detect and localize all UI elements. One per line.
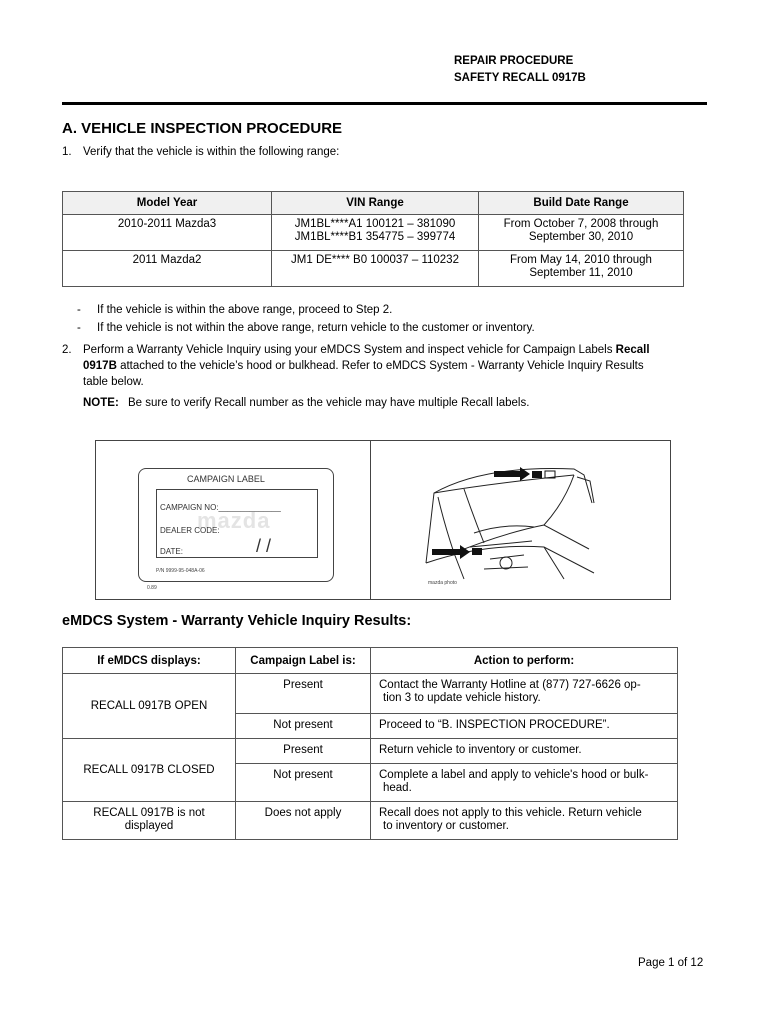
campaign-label-fields — [156, 489, 318, 558]
build-date: September 11, 2010 — [529, 267, 633, 279]
bullet-dash: - — [77, 304, 81, 316]
date-slashes: / / — [256, 536, 272, 556]
label-status: Present — [283, 679, 323, 691]
column-header: Campaign Label is: — [236, 648, 371, 674]
step-2-text — [83, 342, 708, 390]
action-text: Recall does not apply to this vehicle. Return vehicle — [379, 807, 642, 819]
dealer-code-field: DEALER CODE: — [160, 526, 220, 535]
vin-range: JM1BL****B1 354775 – 399774 — [294, 231, 456, 243]
action-text: Return vehicle to inventory or customer. — [379, 744, 582, 756]
label-status: Present — [283, 744, 323, 756]
table-row — [63, 251, 684, 287]
campaign-label-figure — [95, 440, 671, 600]
table-cell — [479, 251, 684, 287]
emdcs-display-cell — [63, 674, 236, 739]
emdcs-title: eMDCS System - Warranty Vehicle Inquiry Results: — [62, 613, 412, 629]
table-header-row — [63, 192, 684, 215]
emdcs-display-value: RECALL 0917B OPEN — [90, 699, 208, 712]
step-2-number: 2. — [62, 344, 72, 356]
recall-number: 0917B — [83, 360, 117, 372]
table-row — [63, 739, 678, 764]
recall-label: Recall — [615, 344, 650, 356]
vin-range: JM1 DE**** B0 100037 – 110232 — [291, 254, 459, 266]
vin-range: JM1BL****A1 100121 – 381090 — [294, 218, 456, 230]
build-date: September 30, 2010 — [528, 231, 634, 243]
header-rule — [62, 102, 707, 105]
note — [83, 395, 529, 411]
note-text: Be sure to verify Recall number as the vehicle may have multiple Recall labels. — [127, 397, 530, 409]
action-text: Proceed to “B. INSPECTION PROCEDURE”. — [379, 719, 610, 731]
emdcs-display-cell — [63, 802, 236, 840]
action-cell — [371, 674, 678, 714]
action-text: tion 3 to update vehicle history. — [383, 692, 541, 704]
column-header: VIN Range — [272, 192, 479, 215]
bullet-text: If the vehicle is within the above range, proceed to Step 2. — [97, 304, 393, 316]
label-status-cell — [236, 802, 371, 840]
page-number: Page 1 of 12 — [638, 957, 704, 969]
action-cell — [371, 714, 678, 739]
action-cell — [371, 802, 678, 840]
part-number: P/N 9999-95-048A-06 — [156, 568, 205, 574]
date-field: DATE: — [160, 547, 183, 556]
table-cell — [272, 251, 479, 287]
label-status-cell — [236, 739, 371, 764]
model-year: 2011 Mazda2 — [132, 254, 202, 266]
bullet-text: If the vehicle is not within the above range, return vehicle to the customer or inventory. — [97, 322, 535, 334]
label-status-cell — [236, 714, 371, 739]
model-year: 2010-2011 Mazda3 — [117, 218, 217, 230]
emdcs-display-cell — [63, 739, 236, 802]
column-header: Action to perform: — [371, 648, 678, 674]
table-cell — [63, 215, 272, 251]
build-date: From May 14, 2010 through — [510, 254, 652, 266]
action-cell — [371, 764, 678, 802]
build-date: From October 7, 2008 through — [503, 218, 659, 230]
hood-illustration — [424, 463, 596, 583]
emdcs-display-value: RECALL 0917B is not — [93, 807, 205, 819]
step-2-text-part: table below. — [83, 376, 144, 388]
campaign-label-card — [138, 468, 334, 582]
figure-divider — [370, 441, 371, 599]
step-2-text-part: attached to the vehicle’s hood or bulkhead. Refer to eMDCS System - Warranty Vehicle Inquiry Results — [116, 360, 644, 372]
label-status-cell — [236, 674, 371, 714]
step-2-text-part: Perform a Warranty Vehicle Inquiry using your eMDCS System and inspect vehicle for Campaign Labels — [83, 344, 616, 356]
table-row — [63, 674, 678, 714]
table-header-row — [63, 648, 678, 674]
header-line-1: REPAIR PROCEDURE — [454, 55, 574, 67]
note-label: NOTE: — [83, 397, 119, 409]
campaign-label-title: CAMPAIGN LABEL — [187, 474, 265, 484]
campaign-no-field: CAMPAIGN NO:______________ — [160, 503, 281, 512]
bullet-dash: - — [77, 322, 81, 334]
figure-code: mazda photo — [428, 580, 457, 586]
table-row — [63, 215, 684, 251]
figure-code: 0.89 — [147, 585, 157, 591]
table-cell — [479, 215, 684, 251]
table-cell — [272, 215, 479, 251]
table-row — [63, 802, 678, 840]
column-header: If eMDCS displays: — [63, 648, 236, 674]
header-block — [454, 53, 586, 87]
label-status: Not present — [273, 719, 333, 731]
step-1-number: 1. — [62, 146, 72, 158]
label-status-cell — [236, 764, 371, 802]
mazda-watermark: mazda — [197, 508, 271, 533]
action-text: Contact the Warranty Hotline at (877) 727-6626 op- — [379, 679, 641, 691]
table-cell — [63, 251, 272, 287]
section-title: A. VEHICLE INSPECTION PROCEDURE — [62, 120, 343, 137]
column-header: Build Date Range — [479, 192, 684, 215]
emdcs-results-table — [62, 647, 678, 840]
emdcs-display-value: displayed — [124, 820, 174, 832]
action-text: head. — [383, 782, 412, 794]
column-header: Model Year — [63, 192, 272, 215]
action-cell — [371, 739, 678, 764]
action-text: Complete a label and apply to vehicle's hood or bulk- — [379, 769, 649, 781]
vehicle-range-table — [62, 191, 684, 287]
header-line-2: SAFETY RECALL 0917B — [454, 72, 586, 84]
label-status: Not present — [273, 769, 333, 781]
step-1-text: Verify that the vehicle is within the following range: — [83, 146, 340, 158]
emdcs-display-value: RECALL 0917B CLOSED — [83, 763, 215, 776]
action-text: to inventory or customer. — [383, 820, 509, 832]
label-status: Does not apply — [264, 807, 342, 819]
